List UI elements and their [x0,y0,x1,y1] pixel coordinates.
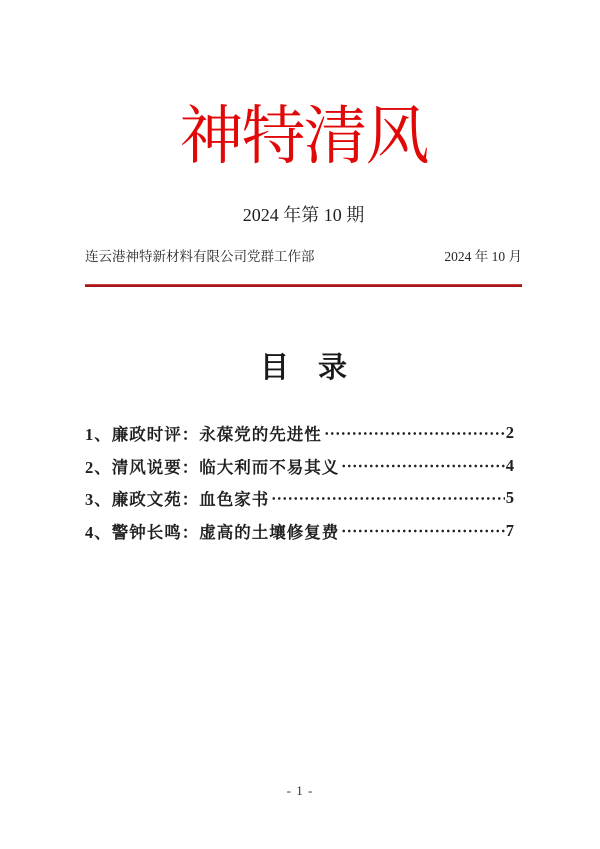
red-divider-line [85,284,522,287]
toc-leader-dots [341,515,505,548]
toc-item-label: 1、廉政时评：永葆党的先进性 [85,425,322,445]
toc-item-label: 4、警钟长鸣：虚高的土壤修复费 [85,522,340,542]
issue-number: 2024 年第 10 期 [242,205,365,225]
toc-leader-dots [324,417,505,450]
toc-leader-dots [341,450,505,483]
toc-item-page-number: 7 [505,520,515,540]
newsletter-title: 神特清风 [179,101,428,172]
toc-item[interactable] [85,482,515,515]
toc-leader-dots [271,482,505,515]
publisher-name: 连云港神特新材料有限公司党群工作部 [85,249,315,264]
toc-item-page-number: 2 [505,423,515,443]
toc-item[interactable] [85,450,515,483]
toc-item[interactable] [85,515,515,548]
publication-date: 2024 年 10 月 [444,249,522,264]
toc-item-page-number: 5 [505,488,515,508]
table-of-contents [85,417,515,547]
toc-item-page-number: 4 [505,455,515,475]
toc-item[interactable] [85,417,515,450]
page-number: - 1 - [286,783,314,798]
toc-title: 目 录 [259,352,347,384]
publication-info-row [85,248,522,266]
toc-item-label: 3、廉政文苑：血色家书 [85,490,270,510]
toc-item-label: 2、清风说要：临大利而不易其义 [85,457,340,477]
